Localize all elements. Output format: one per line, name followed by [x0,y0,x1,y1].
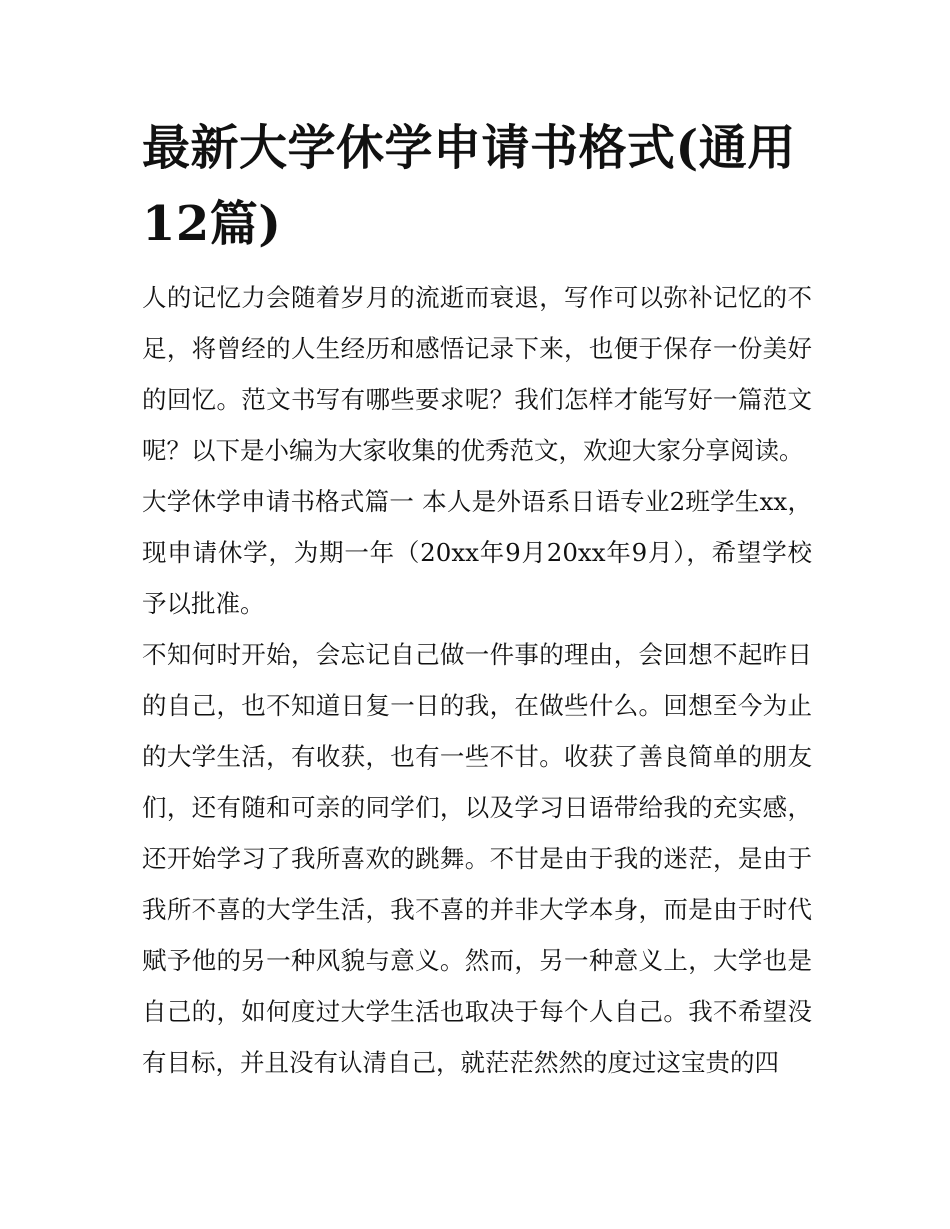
document-page [142,110,812,1088]
document-title: 最新大学休学申请书格式(通用12篇) [142,120,796,252]
application-paragraph: 大学休学申请书格式篇一 本人是外语系日语专业2班学生xx，现申请休学，为期一年（20xx年9月20xx年9月），希望学校予以批准。 [142,487,812,618]
intro-paragraph: 人的记忆力会随着岁月的流逝而衰退，写作可以弥补记忆的不足，将曾经的人生经历和感悟记录下来，也便于保存一份美好的回忆。范文书写有哪些要求呢？我们怎样才能写好一篇范文呢？以下是小编为大家收集的优秀范文，欢迎大家分享阅读。 [142,283,812,465]
reflection-paragraph: 不知何时开始，会忘记自己做一件事的理由，会回想不起昨日的自己，也不知道日复一日的我，在做些什么。回想至今为止的大学生活，有收获，也有一些不甘。收获了善良简单的朋友们，还有随和可亲的同学们，以及学习日语带给我的充实感，还开始学习了我所喜欢的跳舞。不甘是由于我的迷茫，是由于我所不喜的大学生活，我不喜的并非大学本身，而是由于时代赋予他的另一种风貌与意义。然而，另一种意义上，大学也是自己的，如何度过大学生活也取决于每个人自己。我不希望没有目标，并且没有认清自己，就茫茫然然的度过这宝贵的四 [142,640,812,1077]
